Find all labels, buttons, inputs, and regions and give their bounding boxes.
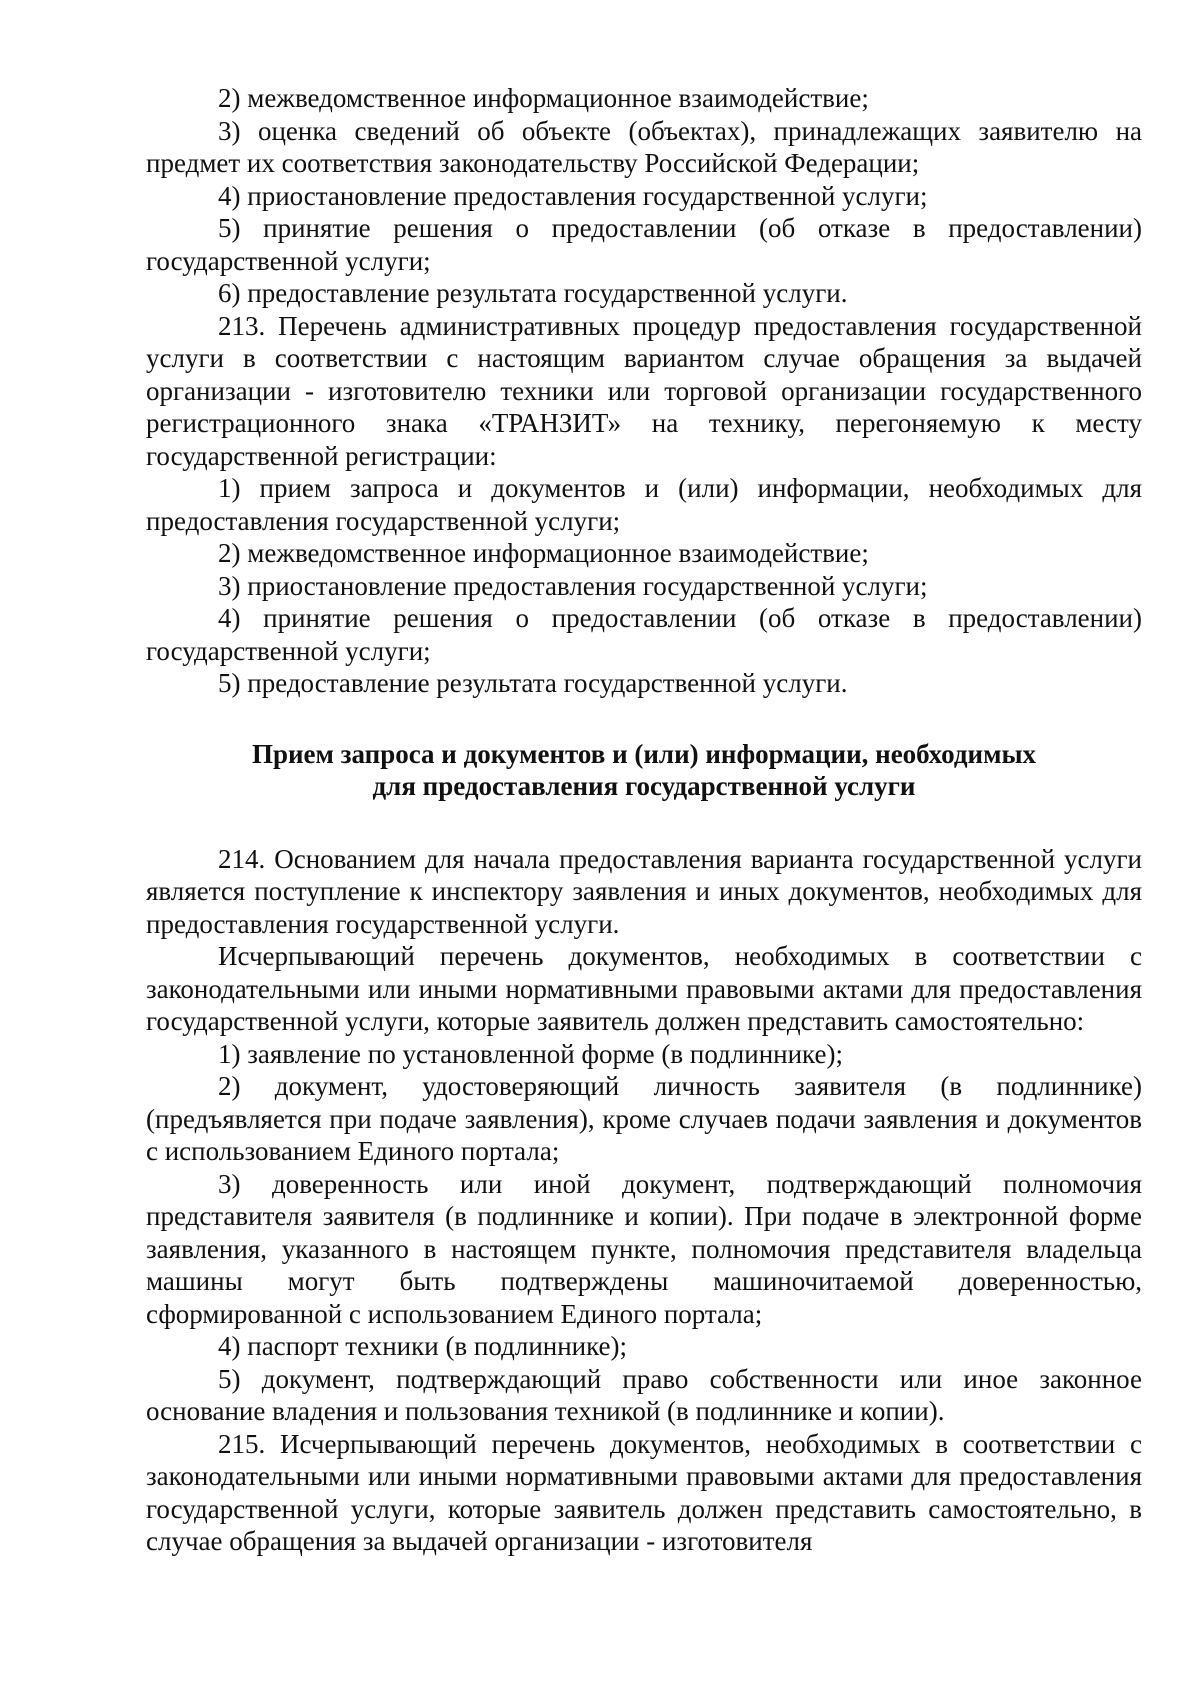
list-item: 3) оценка сведений об объекте (объектах), принадлежащих заявителю на предмет их соответствия законодательству Российской Федерации; — [146, 115, 1142, 178]
list-item: 3) приостановление предоставления государственной услуги; — [218, 570, 928, 601]
list-item: 1) заявление по установленной форме (в подлиннике); — [218, 1038, 843, 1069]
list-item: 2) документ, удостоверяющий личность заявителя (в подлиннике) (предъявляется при подаче заявления), кроме случаев подачи заявления и документов с использованием Единого портала; — [146, 1071, 1142, 1166]
section-heading — [146, 738, 1142, 803]
list-item: 5) принятие решения о предоставлении (об отказе в предоставлении) государственной услуги; — [146, 213, 1142, 276]
list-item: 4) паспорт техники (в подлиннике); — [218, 1331, 628, 1361]
paragraph-215: 215. Исчерпывающий перечень документов, необходимых в соответствии с законодательными или иными нормативными правовыми актами для предоставления государственной услуги, которые заявитель должен представить самостоятельно, в случае обращения за выдачей организации - изготовителя — [146, 1428, 1142, 1556]
list-item: 2) межведомственное информационное взаимодействие; — [218, 538, 869, 568]
list-item: 6) предоставление результата государственной услуги. — [218, 278, 848, 308]
list-item: 3) доверенность или иной документ, подтверждающий полномочия представителя заявителя (в подлиннике и копии). При подаче в электронной форме заявления, указанного в настоящем пункте, полномочия представителя владельца машины могут быть подтверждены машиночитаемой доверенностью, сформированной с использованием Единого портала; — [146, 1168, 1142, 1329]
section-heading-line-2: для предоставления государственной услуги — [372, 771, 916, 801]
list-item: 5) документ, подтверждающий право собственности или иное законное основание владения и пользования техникой (в подлиннике и копии). — [146, 1363, 1142, 1426]
list-item: 5) предоставление результата государственной услуги. — [218, 668, 848, 698]
paragraph-214: 214. Основанием для начала предоставления варианта государственной услуги является поступление к инспектору заявления и иных документов, необходимых для предоставления государственной услуги. — [146, 843, 1142, 939]
document-body — [146, 82, 1142, 1558]
list-item: 4) приостановление предоставления государственной услуги; — [218, 180, 928, 211]
paragraph: Исчерпывающий перечень документов, необходимых в соответствии с законодательными или иными нормативными правовыми актами для предоставления государственной услуги, которые заявитель должен представить самостоятельно: — [146, 941, 1142, 1036]
list-item: 1) прием запроса и документов и (или) информации, необходимых для предоставления государственной услуги; — [146, 473, 1142, 536]
section-heading-line-1: Прием запроса и документов и (или) информации, необходимых — [251, 738, 1037, 769]
paragraph-213: 213. Перечень административных процедур предоставления государственной услуги в соответствии с настоящим вариантом случае обращения за выдачей организации - изготовителю техники или торговой организации государственного регистрационного знака «ТРАНЗИТ» на технику, перегоняемую к месту государственной регистрации: — [146, 310, 1142, 471]
list-item: 4) принятие решения о предоставлении (об отказе в предоставлении) государственной услуги; — [146, 603, 1142, 666]
list-item: 2) межведомственное информационное взаимодействие; — [218, 83, 869, 113]
